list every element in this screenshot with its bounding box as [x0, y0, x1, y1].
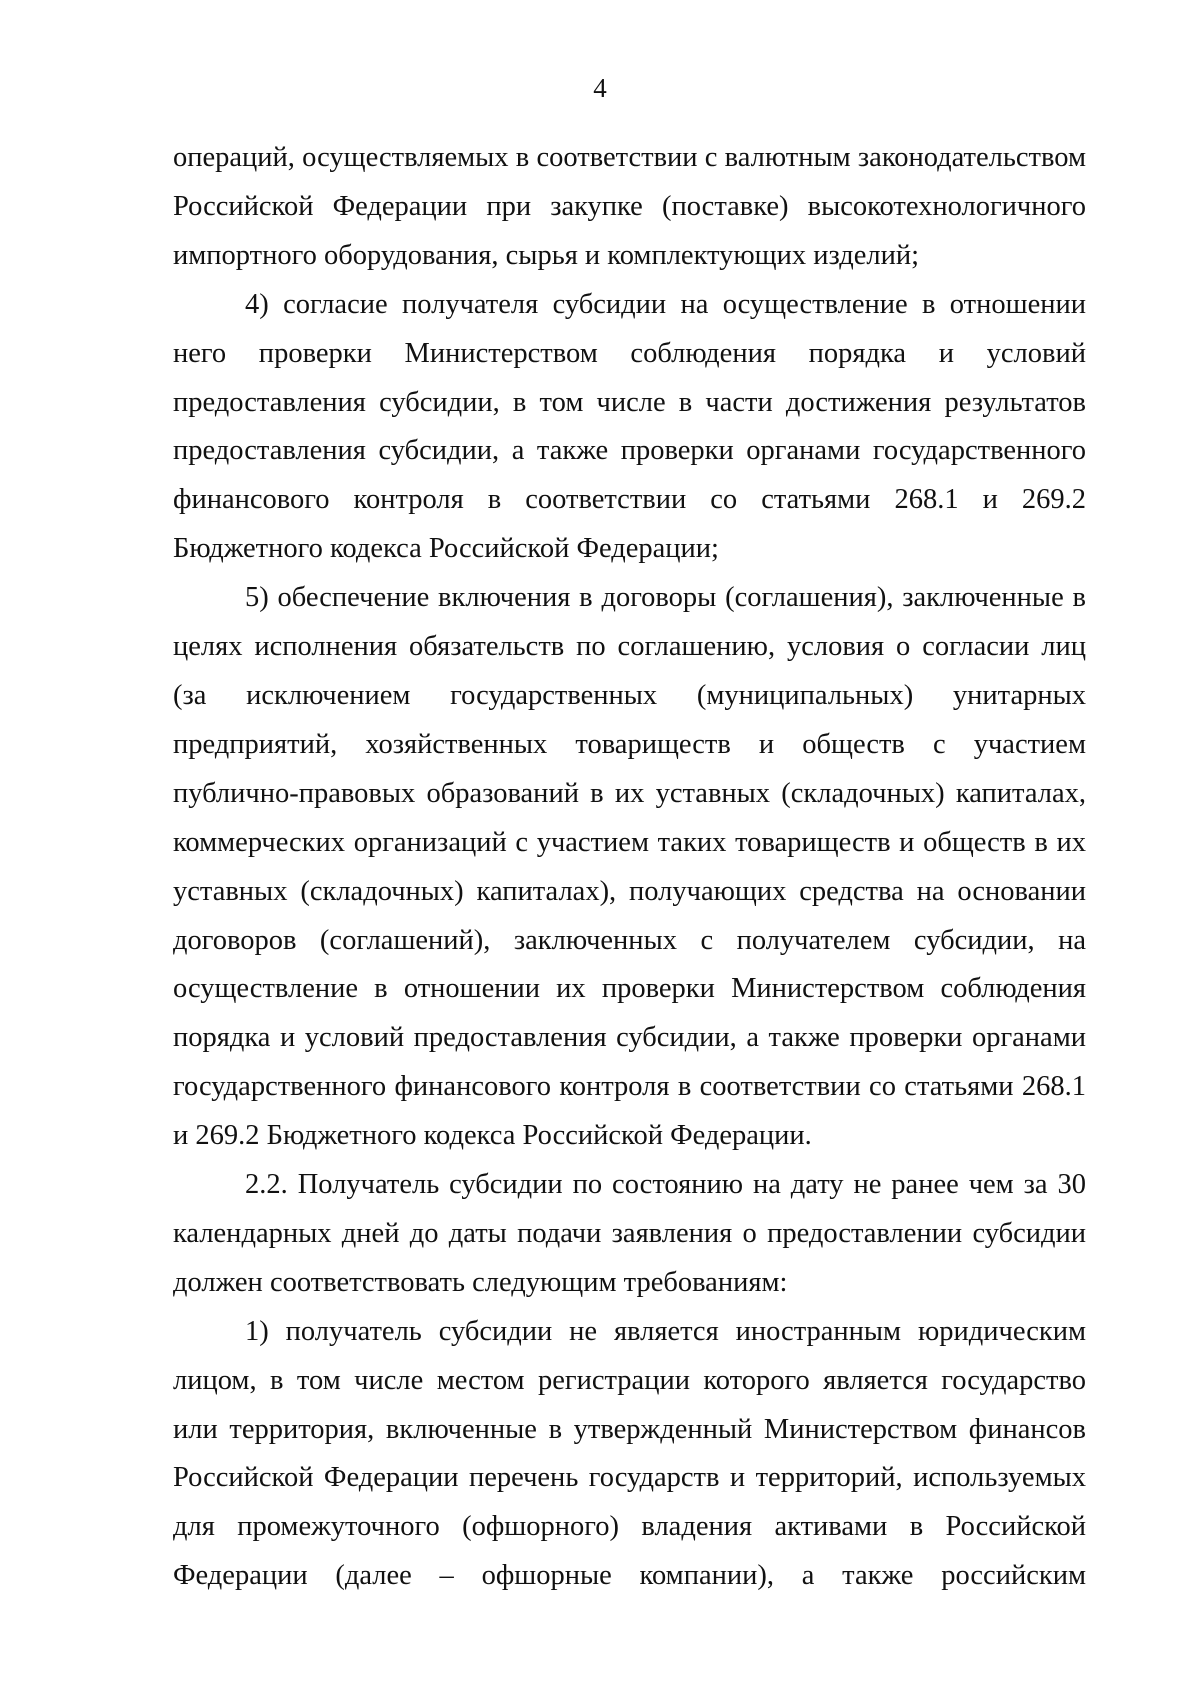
paragraph-continuation: операций, осуществляемых в соответствии с валютным законодательством Российской Федерации при закупке (поставке) высокотехнологичного импортного оборудования, сырья и комплектующих изделий; [173, 142, 1086, 271]
paragraph-section-2-2: 2.2. Получатель субсидии по состоянию на дату не ранее чем за 30 календарных дней до даты подачи заявления о предоставлении субсидии должен соответствовать следующим требованиям: [173, 1169, 1086, 1298]
paragraph-item-5: 5) обеспечение включения в договоры (соглашения), заключенные в целях исполнения обязательств по соглашению, условия о согласии лиц (за исключением государственных (муниципальных) унитарных предприятий, хозяйственных товариществ и обществ с участием публично-правовых образований в их уставных (складочных) капиталах, коммерческих организаций с участием таких товариществ и обществ в их уставных (складочных) капиталах), получающих средства на основании договоров (соглашений), заключенных с получателем субсидии, на осуществление в отношении их проверки Министерством соблюдения порядка и условий предоставления субсидии, а также проверки органами государственного финансового контроля в соответствии со статьями 268.1 и 269.2 Бюджетного кодекса Российской Федерации. [173, 582, 1086, 1152]
document-body [173, 134, 1086, 1601]
paragraph-item-4: 4) согласие получателя субсидии на осуществление в отношении него проверки Министерством соблюдения порядка и условий предоставления субсидии, в том числе в части достижения результатов предоставления субсидии, а также проверки органами государственного финансового контроля в соответствии со статьями 268.1 и 269.2 Бюджетного кодекса Российской Федерации; [173, 288, 1086, 565]
page-number: 4 [593, 73, 607, 103]
paragraph-requirement-1: 1) получатель субсидии не является иностранным юридическим лицом, в том числе местом регистрации которого является государство или территория, включенные в утвержденный Министерством финансов Российской Федерации перечень государств и территорий, используемых для промежуточного (офшорного) владения активами в Российской Федерации (далее – офшорные компании), а также российским [173, 1315, 1086, 1592]
